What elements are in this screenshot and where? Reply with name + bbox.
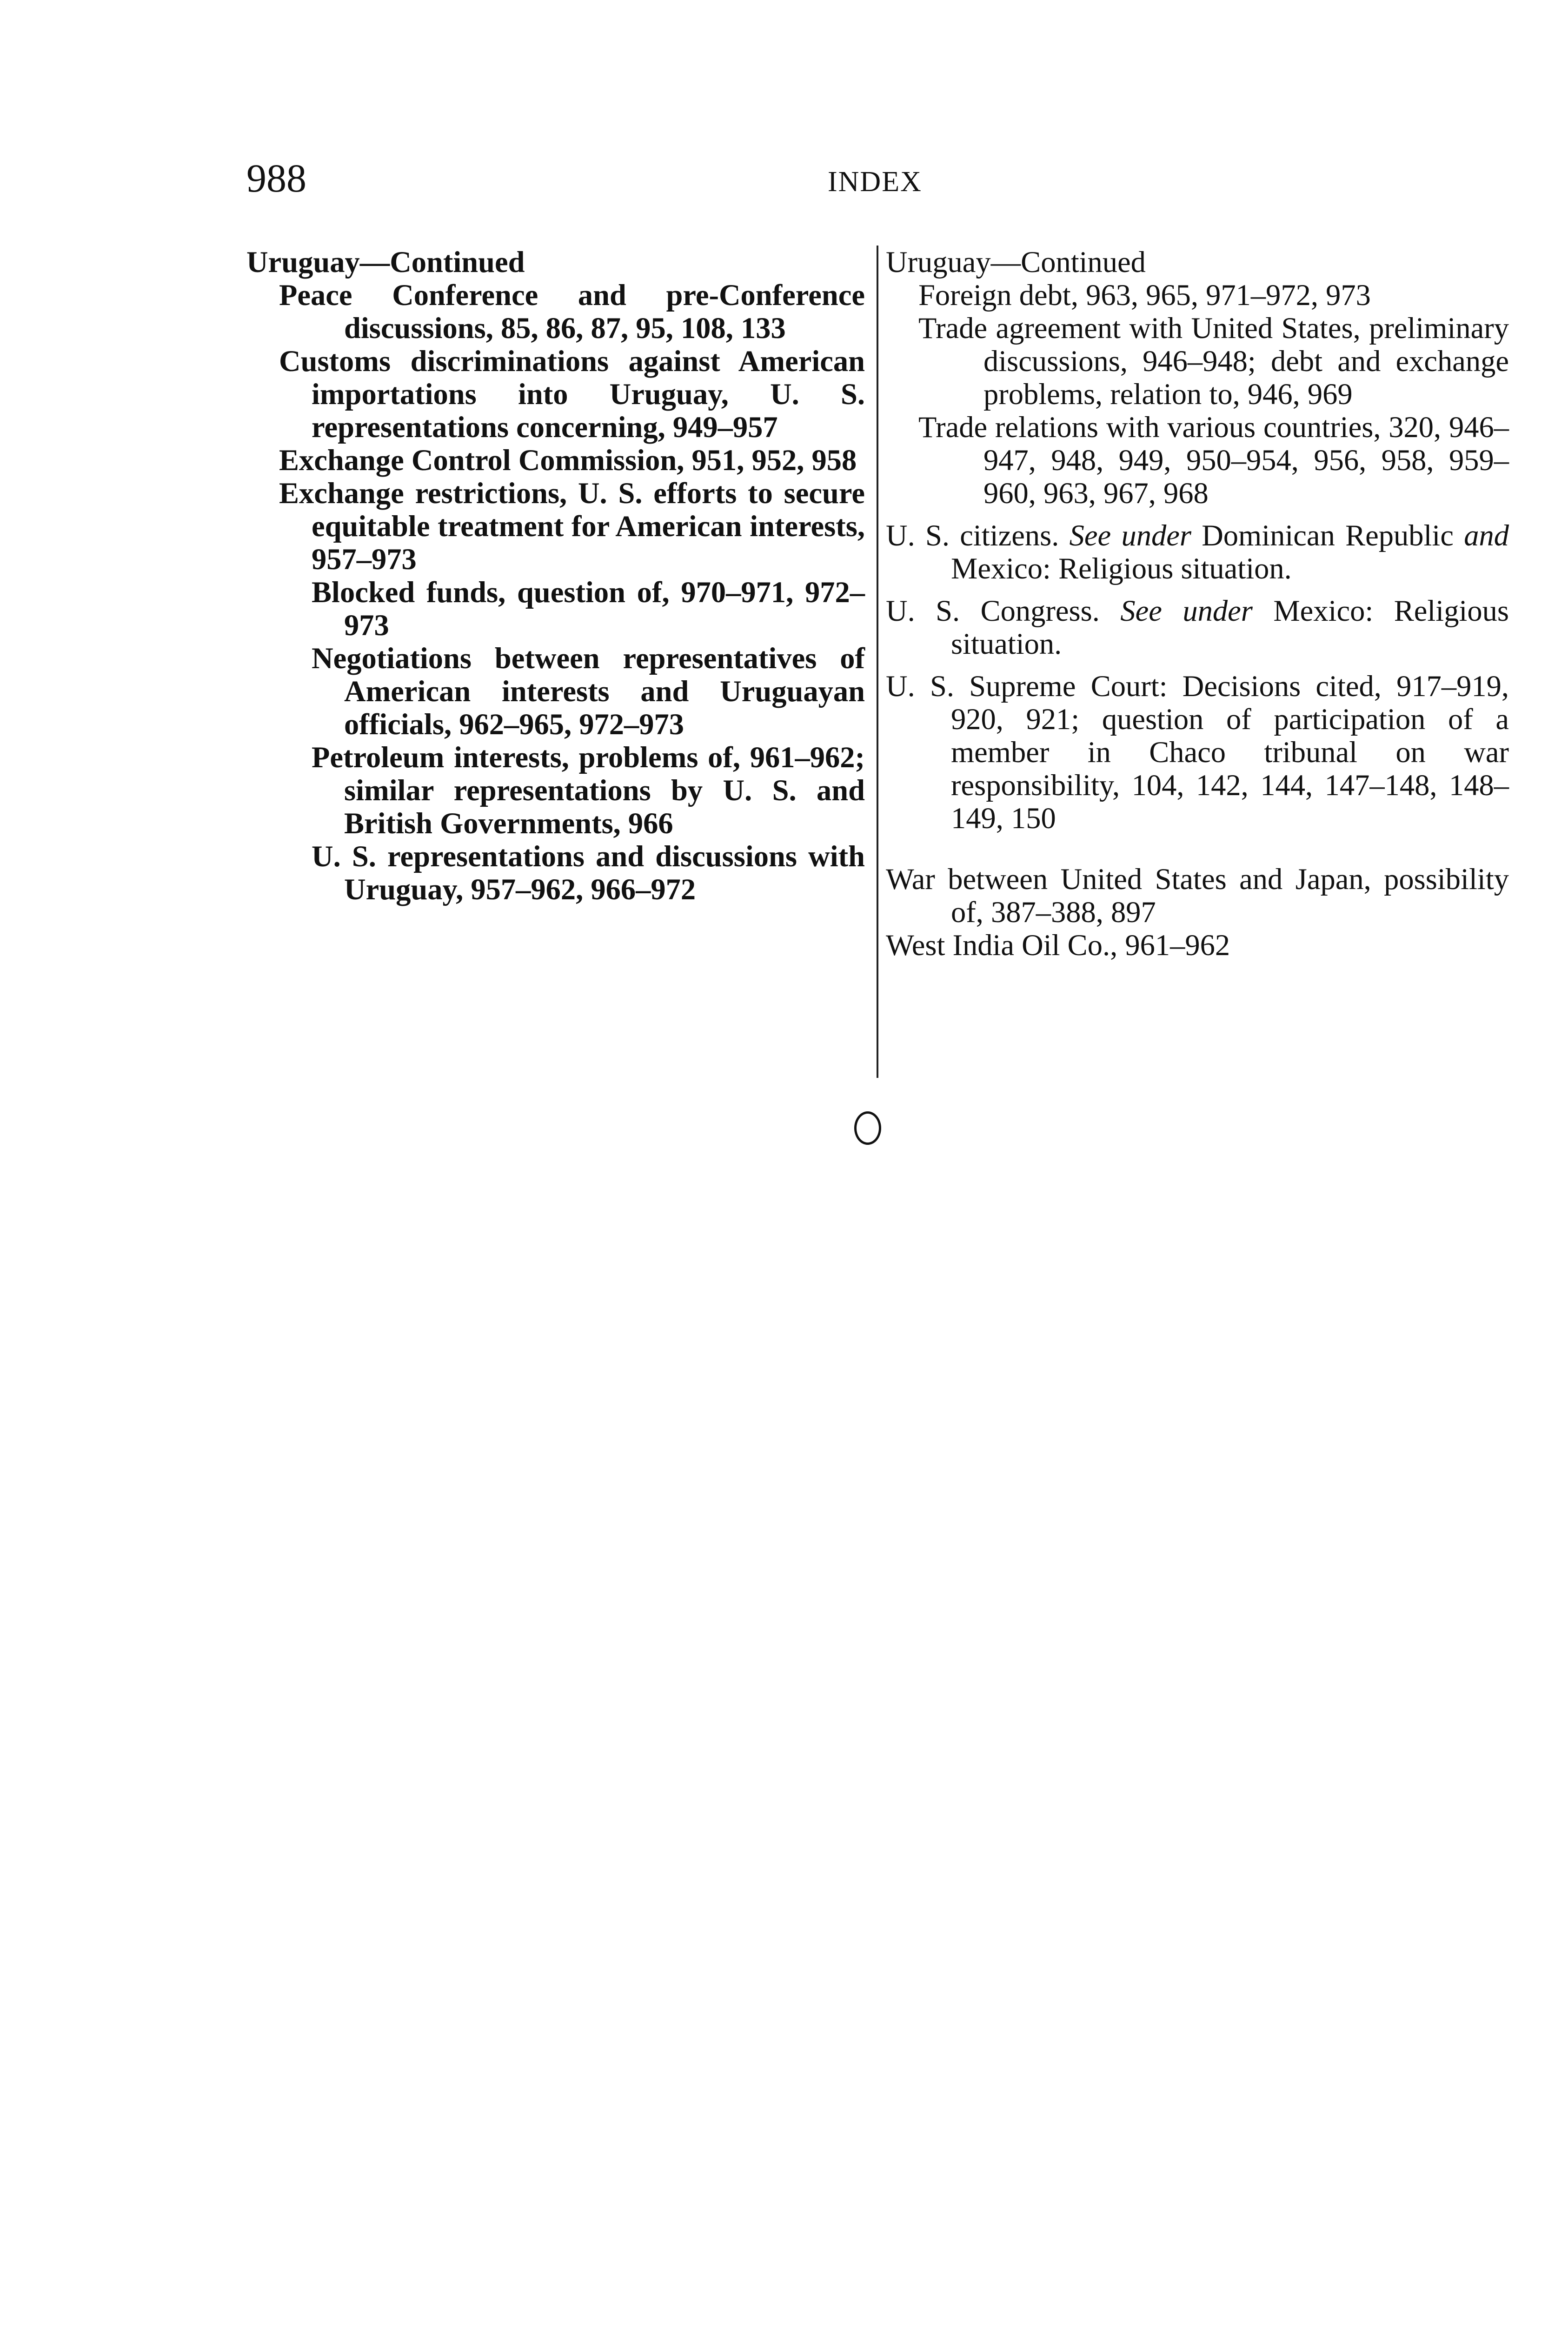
- index-subsubentry: Negotiations between representatives of American interests and Uruguayan officials, 962–965, 972–973: [312, 642, 865, 741]
- index-subsubentry: Petroleum interests, problems of, 961–962; similar representations by U. S. and British Governments, 966: [312, 741, 865, 840]
- column-divider: [877, 246, 878, 1078]
- cross-reference: Dominican Republic: [1202, 519, 1454, 552]
- index-subsubentry: Blocked funds, question of, 970–971, 972–973: [312, 576, 865, 642]
- index-heading: Uruguay—Continued: [246, 246, 525, 279]
- see-under-phrase: See under: [1120, 594, 1253, 627]
- index-entry-us-citizens: [886, 519, 1509, 585]
- entry-lead: U. S. Congress.: [886, 594, 1100, 627]
- index-entry-supreme-court: U. S. Supreme Court: Decisions cited, 917–919, 920, 921; question of participation of a member in Chaco tribunal on war responsibility, 104, 142, 144, 147–148, 148–149, 150: [886, 670, 1509, 835]
- cross-reference: Mexico: Religious situation.: [951, 552, 1292, 585]
- end-ornament: [854, 1111, 881, 1145]
- index-subentry: Customs discriminations against American importations into Uruguay, U. S. representations concerning, 949–957: [279, 345, 865, 444]
- index-heading: Uruguay—Continued: [886, 246, 1146, 279]
- index-entry-west-india: West India Oil Co., 961–962: [886, 929, 1230, 962]
- index-entry-us-congress: [886, 594, 1509, 660]
- entry-lead: U. S. citizens.: [886, 519, 1059, 552]
- index-subentry: Foreign debt, 963, 965, 971–972, 973: [918, 279, 1371, 312]
- index-subentry: Trade agreement with United States, preliminary discussions, 946–948; debt and exchange problems, relation to, 946, 969: [918, 312, 1509, 411]
- index-subsubentry: U. S. representations and discussions with Uruguay, 957–962, 966–972: [312, 840, 865, 906]
- see-under-phrase: See under: [1069, 519, 1191, 552]
- left-index-column: [246, 246, 865, 906]
- right-index-column: [886, 246, 1509, 962]
- index-subentry: Peace Conference and pre-Conference discussions, 85, 86, 87, 95, 108, 133: [279, 279, 865, 345]
- cross-reference: Mexico: Religious situation.: [951, 594, 1509, 660]
- index-subentry: Exchange Control Commission, 951, 952, 958: [279, 444, 857, 477]
- page-number: 988: [246, 156, 306, 200]
- index-entry-war: War between United States and Japan, possibility of, 387–388, 897: [886, 863, 1509, 929]
- and-word: and: [1464, 519, 1509, 552]
- index-subentry: Exchange restrictions, U. S. efforts to secure equitable treatment for American interests, 957–973: [279, 477, 865, 576]
- running-head: INDEX: [828, 166, 922, 198]
- index-subentry: Trade relations with various countries, 320, 946–947, 948, 949, 950–954, 956, 958, 959–960, 963, 967, 968: [918, 411, 1509, 510]
